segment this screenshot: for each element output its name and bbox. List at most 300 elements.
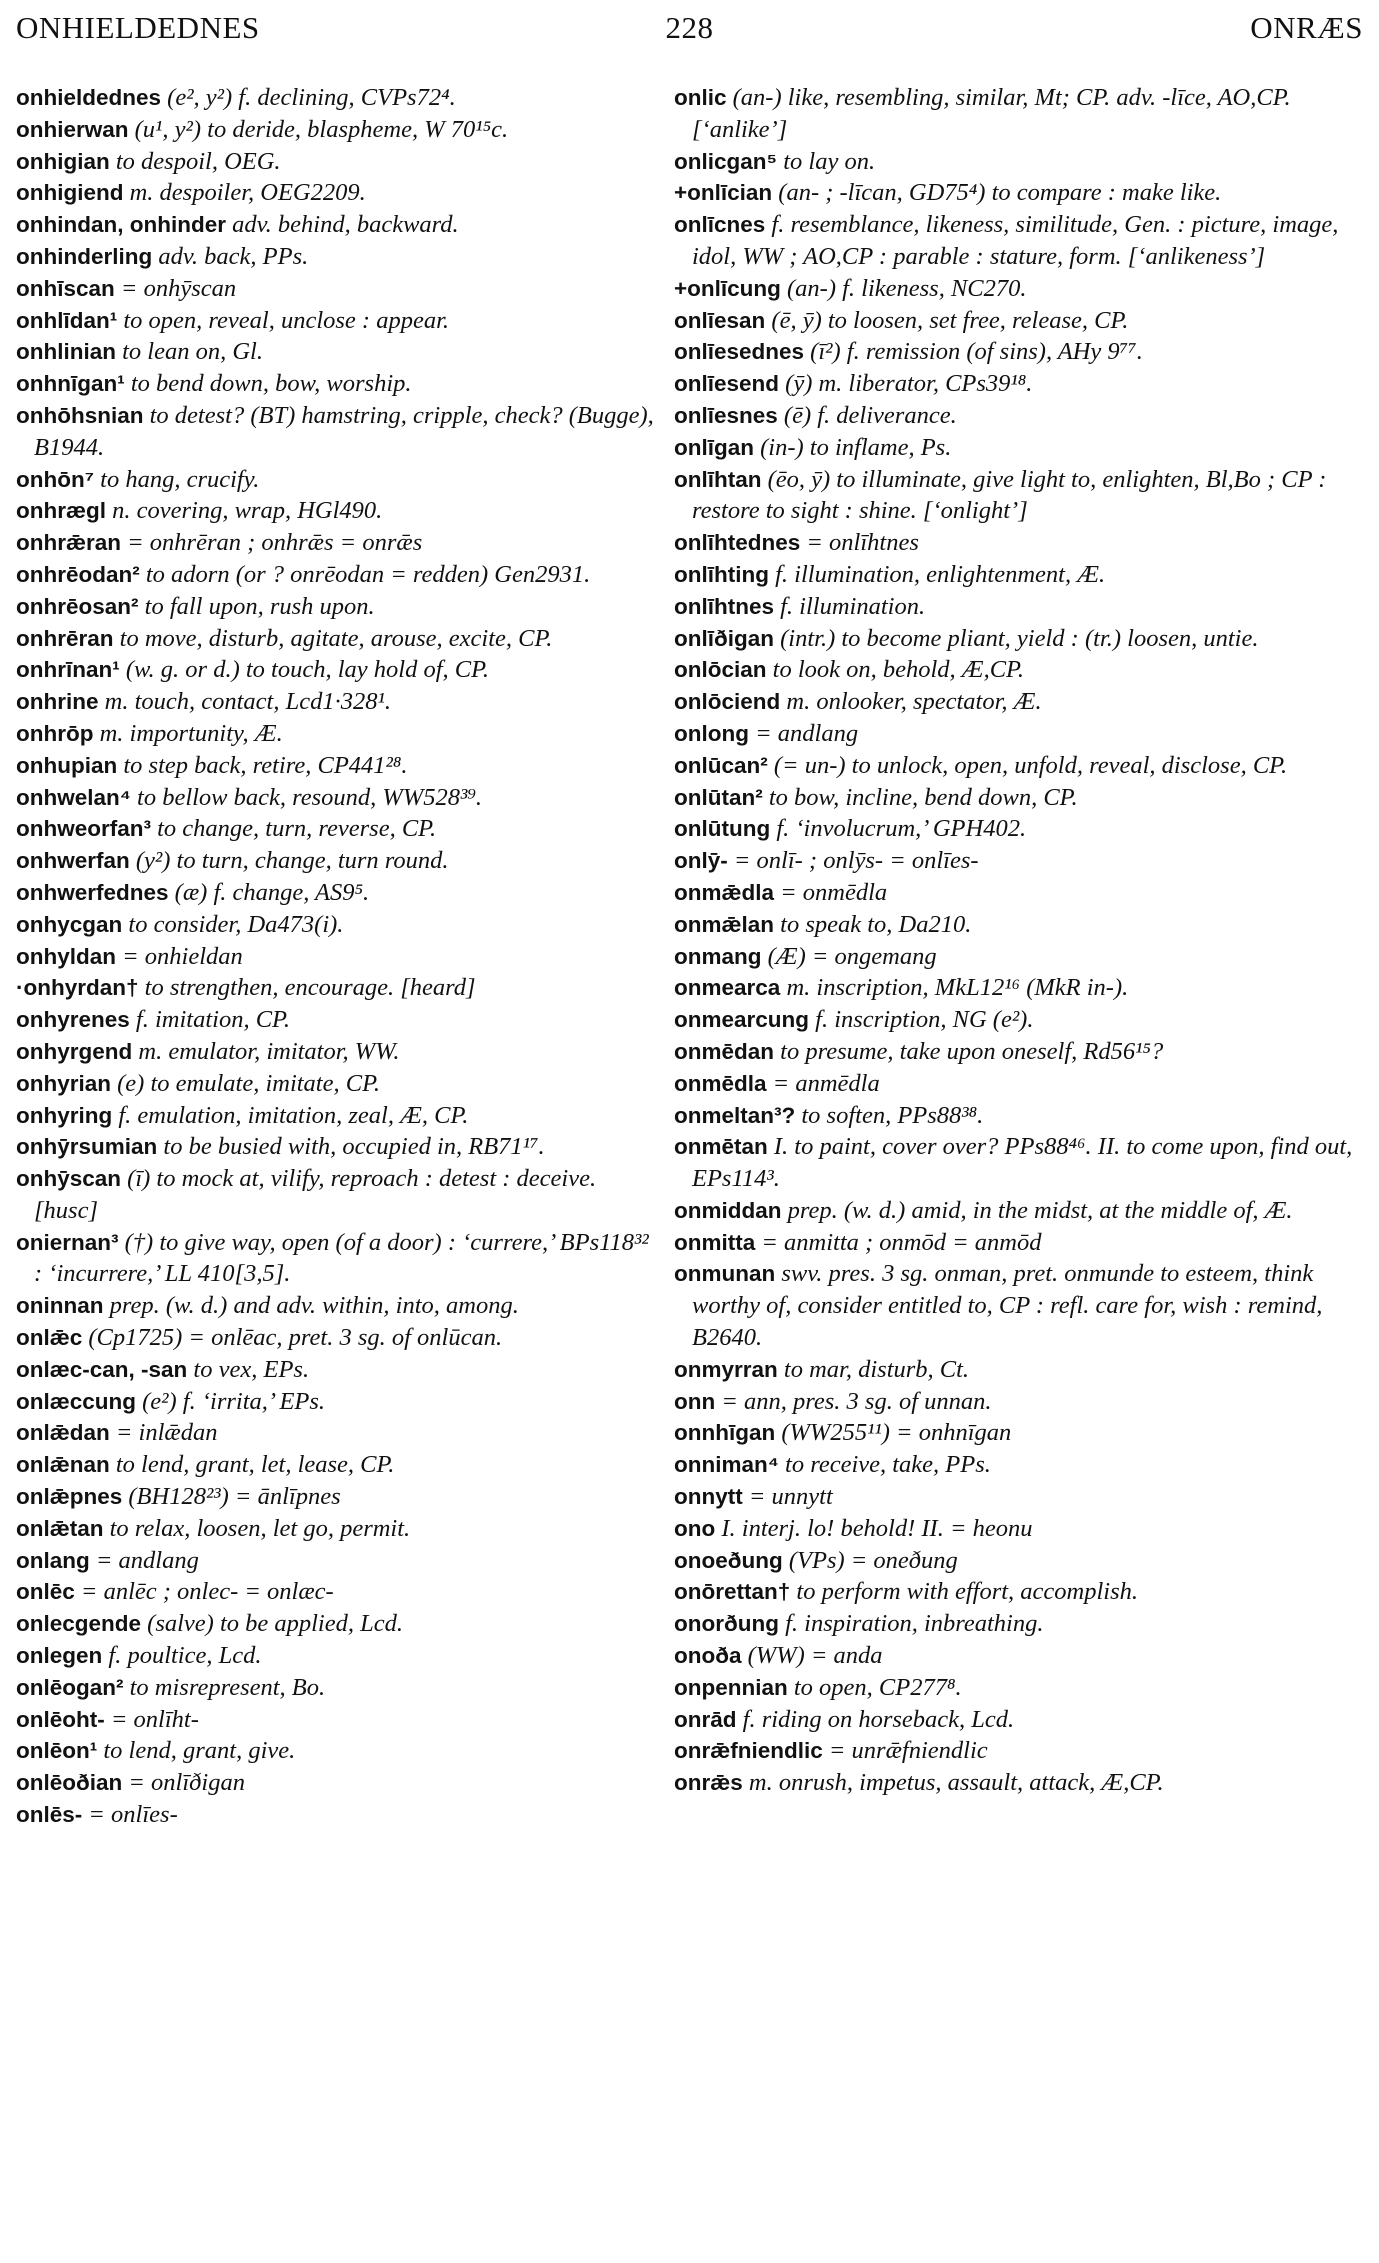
headword: onhrǣran bbox=[16, 530, 122, 556]
entry-definition: (u¹, y²) to deride, blaspheme, W 70¹⁵c. bbox=[128, 115, 509, 143]
dictionary-entry bbox=[674, 1449, 1364, 1481]
headword: onlīesend bbox=[674, 371, 780, 397]
dictionary-entry bbox=[674, 273, 1364, 305]
headword: onrād bbox=[674, 1706, 737, 1732]
dictionary-entry bbox=[16, 1068, 656, 1100]
headword: onlēc bbox=[16, 1579, 75, 1605]
dictionary-entry bbox=[674, 654, 1364, 686]
entry-definition: (VPs) = oneðung bbox=[782, 1546, 958, 1574]
dictionary-entry bbox=[674, 1704, 1364, 1736]
entry-definition: to detest? (BT) hamstring, cripple, check? (Bugge), B1944. bbox=[34, 401, 654, 461]
entry-definition: (y²) to turn, change, turn round. bbox=[129, 847, 449, 875]
dictionary-entry bbox=[674, 1640, 1364, 1672]
dictionary-entry bbox=[674, 909, 1364, 941]
dictionary-entry bbox=[16, 114, 656, 146]
dictionary-entry bbox=[674, 336, 1364, 368]
entry-definition: to lend, grant, let, lease, CP. bbox=[109, 1451, 395, 1479]
dictionary-entry bbox=[16, 241, 656, 273]
entry-definition: = onhrēran ; onhrǣs = onrǣs bbox=[121, 529, 423, 557]
dictionary-entry bbox=[16, 718, 656, 750]
entry-definition: = onhȳscan bbox=[114, 274, 237, 302]
dictionary-entry bbox=[674, 464, 1364, 528]
dictionary-entry bbox=[674, 1735, 1364, 1767]
headword: onlīhtnes bbox=[674, 593, 774, 619]
entry-definition: to bend down, bow, worship. bbox=[124, 370, 412, 398]
dictionary-entry bbox=[16, 273, 656, 305]
headword: onlīhtednes bbox=[674, 530, 801, 556]
headword: onhīscan bbox=[16, 275, 115, 301]
entry-definition: (e², y²) f. declining, CVPs72⁴. bbox=[161, 84, 456, 111]
dictionary-entry bbox=[16, 1640, 656, 1672]
headword: onpennian bbox=[674, 1674, 788, 1700]
entry-definition: to open, CP277⁸. bbox=[787, 1673, 962, 1701]
headword: onhieldednes bbox=[16, 85, 162, 110]
headword: onhigian bbox=[16, 148, 110, 174]
headword: onhlinian bbox=[16, 339, 116, 365]
entry-definition: = anlēc ; onlec- = onlæc- bbox=[74, 1578, 334, 1606]
headword: onhycgan bbox=[16, 911, 123, 937]
entry-definition: = ann, pres. 3 sg. of unnan. bbox=[715, 1387, 992, 1415]
entry-definition: f. inspiration, inbreathing. bbox=[778, 1610, 1044, 1638]
entry-definition: to open, reveal, unclose : appear. bbox=[117, 306, 450, 334]
dictionary-entry bbox=[674, 1131, 1364, 1195]
entry-definition: to look on, behold, Æ,CP. bbox=[766, 656, 1024, 684]
dictionary-entry bbox=[674, 177, 1364, 209]
entry-definition: = andlang bbox=[748, 719, 859, 747]
headword: onlǣdan bbox=[16, 1420, 110, 1446]
headword: onhyldan bbox=[16, 943, 116, 969]
entry-definition: (æ) f. change, AS9⁵. bbox=[168, 878, 370, 906]
dictionary-entry bbox=[16, 877, 656, 909]
dictionary-entry bbox=[674, 718, 1364, 750]
headword: onrǣfniendlic bbox=[674, 1738, 823, 1764]
entry-definition: (WW) = anda bbox=[741, 1642, 883, 1670]
headword: onlōciend bbox=[674, 689, 781, 715]
running-head-left: ONHIELDEDNES bbox=[16, 10, 260, 45]
headword: onlūtan² bbox=[674, 784, 763, 810]
dictionary-entry bbox=[16, 1735, 656, 1767]
headword: onhōhsnian bbox=[16, 402, 144, 428]
dictionary-entry bbox=[674, 1672, 1364, 1704]
dictionary-entry bbox=[16, 1513, 656, 1545]
dictionary-entry bbox=[16, 1608, 656, 1640]
entry-definition: to move, disturb, agitate, arouse, excite, CP. bbox=[113, 624, 553, 652]
entry-definition: (salve) to be applied, Lcd. bbox=[141, 1610, 403, 1638]
dictionary-entry bbox=[674, 845, 1364, 877]
headword: onhierwan bbox=[16, 116, 129, 142]
entry-definition: to despoil, OEG. bbox=[109, 147, 281, 175]
entry-definition: = onlī- ; onlȳs- = onlīes- bbox=[727, 847, 979, 875]
dictionary-entry bbox=[674, 305, 1364, 337]
entry-definition: m. emulator, imitator, WW. bbox=[132, 1037, 400, 1065]
entry-definition: (BH128²³) = ānlīpnes bbox=[122, 1483, 341, 1511]
dictionary-entry bbox=[674, 400, 1364, 432]
headword: onhyring bbox=[16, 1102, 113, 1128]
entry-definition: = anmitta ; onmōd = anmōd bbox=[755, 1228, 1042, 1256]
headword: onorðung bbox=[674, 1611, 779, 1637]
headword: onmyrran bbox=[674, 1356, 778, 1382]
headword: onlōcian bbox=[674, 657, 767, 683]
dictionary-entry bbox=[16, 1481, 656, 1513]
headword: onlīhtan bbox=[674, 466, 762, 492]
running-head-right: ONRÆS bbox=[1250, 10, 1363, 45]
entry-definition: (w. g. or d.) to touch, lay hold of, CP. bbox=[119, 656, 490, 684]
headword: onlegen bbox=[16, 1643, 103, 1669]
entry-definition: prep. (w. d.) and adv. within, into, among. bbox=[103, 1292, 519, 1320]
entry-definition: to fall upon, rush upon. bbox=[138, 592, 375, 620]
headword: onmeltan³? bbox=[674, 1102, 796, 1128]
headword: onhigiend bbox=[16, 180, 124, 206]
entry-definition: f. resemblance, likeness, similitude, Gen. : picture, image, idol, WW ; AO,CP : parable : stature, form. [‘anlikeness’] bbox=[692, 211, 1339, 270]
dictionary-entry bbox=[16, 782, 656, 814]
headword: onoða bbox=[674, 1643, 742, 1669]
entry-definition: to change, turn, reverse, CP. bbox=[151, 815, 437, 843]
headword: onhrēosan² bbox=[16, 593, 139, 619]
dictionary-entry bbox=[674, 432, 1364, 464]
entry-definition: f. poultice, Lcd. bbox=[102, 1642, 262, 1670]
entry-definition: = onlīhtnes bbox=[800, 529, 919, 557]
dictionary-entry bbox=[16, 336, 656, 368]
headword: onmǣdla bbox=[674, 879, 775, 905]
entry-definition: to consider, Da473(i). bbox=[122, 910, 344, 938]
dictionary-entry bbox=[16, 305, 656, 337]
headword: onn bbox=[674, 1388, 716, 1414]
entry-definition: = onlīes- bbox=[82, 1801, 178, 1829]
dictionary-entry bbox=[16, 1449, 656, 1481]
dictionary-entry bbox=[16, 654, 656, 686]
entry-definition: (in-) to inflame, Ps. bbox=[754, 433, 952, 461]
entry-definition: swv. pres. 3 sg. onman, pret. onmunde to esteem, think worthy of, consider entitled to, CP : refl. care for, wish : remind, B2640. bbox=[692, 1260, 1323, 1352]
entry-definition: to lean on, Gl. bbox=[116, 338, 263, 366]
headword: onhōn⁷ bbox=[16, 466, 95, 492]
dictionary-entry bbox=[16, 1417, 656, 1449]
entry-definition: to mar, disturb, Ct. bbox=[777, 1355, 970, 1383]
entry-definition: (e²) f. ‘irrita,’ EPs. bbox=[136, 1387, 326, 1415]
dictionary-entry bbox=[16, 1036, 656, 1068]
headword: onlong bbox=[674, 720, 749, 746]
headword: onhwerfednes bbox=[16, 879, 169, 905]
dictionary-entry bbox=[674, 591, 1364, 623]
headword: onhyrenes bbox=[16, 1007, 130, 1033]
dictionary-entry bbox=[16, 1576, 656, 1608]
headword: onhrōp bbox=[16, 720, 94, 746]
page-number: 228 bbox=[665, 10, 714, 45]
headword: onrǣs bbox=[674, 1770, 743, 1796]
dictionary-entry bbox=[674, 972, 1364, 1004]
headword: onmearca bbox=[674, 975, 781, 1001]
headword: +onlīcung bbox=[674, 275, 781, 301]
headword: onmēdla bbox=[674, 1070, 767, 1096]
entry-definition: = onlīðigan bbox=[122, 1769, 245, 1797]
dictionary-entry bbox=[674, 1354, 1364, 1386]
headword: onlēogan² bbox=[16, 1674, 124, 1700]
headword: onlīðigan bbox=[674, 625, 774, 651]
dictionary-entry bbox=[16, 909, 656, 941]
right-column bbox=[674, 82, 1364, 1799]
headword: onhwelan⁴ bbox=[16, 784, 131, 810]
headword: onhyrian bbox=[16, 1070, 112, 1096]
entry-definition: to bow, incline, bend down, CP. bbox=[762, 783, 1078, 811]
headword: onmunan bbox=[674, 1261, 776, 1287]
headword: onhlīdan¹ bbox=[16, 307, 118, 333]
dictionary-entry bbox=[674, 941, 1364, 973]
dictionary-entry bbox=[674, 1608, 1364, 1640]
entry-definition: I. interj. lo! behold! II. = heonu bbox=[715, 1514, 1033, 1542]
entry-definition: (an-) like, resembling, similar, Mt; CP. adv. -līce, AO,CP. [‘anlike’] bbox=[692, 84, 1291, 143]
entry-definition: to speak to, Da210. bbox=[774, 910, 972, 938]
headword: onōrettan† bbox=[674, 1579, 791, 1605]
dictionary-entry bbox=[674, 1386, 1364, 1418]
entry-definition: (e) to emulate, imitate, CP. bbox=[111, 1069, 381, 1097]
entry-definition: to hang, crucify. bbox=[94, 465, 260, 493]
dictionary-entry bbox=[674, 1195, 1364, 1227]
entry-definition: f. emulation, imitation, zeal, Æ, CP. bbox=[112, 1101, 469, 1129]
entry-definition: f. riding on horseback, Lcd. bbox=[736, 1705, 1015, 1733]
dictionary-entry bbox=[674, 1258, 1364, 1353]
entry-definition: f. inscription, NG (e²). bbox=[809, 1006, 1034, 1034]
headword: onmētan bbox=[674, 1134, 768, 1160]
dictionary-entry bbox=[674, 1100, 1364, 1132]
dictionary-entry bbox=[16, 1322, 656, 1354]
dictionary-entry bbox=[16, 1386, 656, 1418]
dictionary-entry bbox=[674, 209, 1364, 273]
headword: onlǣnan bbox=[16, 1452, 110, 1478]
entry-definition: = anmēdla bbox=[766, 1069, 880, 1097]
entry-definition: (WW255¹¹) = onhnīgan bbox=[775, 1419, 1012, 1447]
headword: onhnīgan¹ bbox=[16, 371, 125, 397]
headword: onlang bbox=[16, 1547, 90, 1573]
headword: onlic bbox=[674, 85, 727, 110]
entry-definition: to perform with effort, accomplish. bbox=[790, 1578, 1139, 1606]
headword: onlēoht- bbox=[16, 1706, 105, 1732]
dictionary-entry bbox=[16, 813, 656, 845]
entry-definition: to misrepresent, Bo. bbox=[123, 1673, 326, 1701]
dictionary-entry bbox=[674, 1576, 1364, 1608]
entry-definition: (ī) to mock at, vilify, reproach : detest : deceive. [husc] bbox=[34, 1165, 597, 1224]
headword: onmēdan bbox=[674, 1038, 775, 1064]
dictionary-entry bbox=[16, 972, 656, 1004]
headword: onlūcan² bbox=[674, 752, 768, 778]
headword: onnhīgan bbox=[674, 1420, 776, 1446]
entry-definition: (ȳ) m. liberator, CPs39¹⁸. bbox=[779, 370, 1033, 398]
dictionary-entry bbox=[16, 559, 656, 591]
dictionary-entry bbox=[16, 1163, 656, 1227]
entry-definition: to lay on. bbox=[777, 147, 876, 175]
headword: onhyrgend bbox=[16, 1038, 133, 1064]
entry-definition: adv. back, PPs. bbox=[152, 242, 309, 270]
page-header bbox=[16, 10, 1363, 50]
headword: onlicgan⁵ bbox=[674, 148, 778, 174]
entry-definition: (= un-) to unlock, open, unfold, reveal, disclose, CP. bbox=[767, 751, 1288, 779]
headword: onhinderling bbox=[16, 243, 153, 269]
headword: onhrine bbox=[16, 689, 99, 715]
dictionary-entry bbox=[16, 1545, 656, 1577]
headword: onmiddan bbox=[674, 1197, 782, 1223]
headword: onniman⁴ bbox=[674, 1452, 779, 1478]
entry-definition: (an- ; -līcan, GD75⁴) to compare : make like. bbox=[772, 179, 1222, 207]
dictionary-entry bbox=[674, 82, 1364, 146]
headword: onhrēodan² bbox=[16, 561, 140, 587]
headword: onmǣlan bbox=[674, 911, 775, 937]
headword: onhindan, onhinder bbox=[16, 212, 226, 238]
dictionary-entry bbox=[674, 623, 1364, 655]
entry-definition: to lend, grant, give. bbox=[97, 1737, 296, 1765]
dictionary-entry bbox=[16, 1290, 656, 1322]
entry-definition: f. imitation, CP. bbox=[129, 1006, 290, 1034]
entry-definition: adv. behind, backward. bbox=[225, 211, 459, 239]
entry-definition: m. touch, contact, Lcd1·328¹. bbox=[98, 688, 391, 716]
headword: onhrēran bbox=[16, 625, 114, 651]
headword: ·onhyrdan† bbox=[16, 975, 139, 1001]
entry-definition: to soften, PPs88³⁸. bbox=[795, 1101, 984, 1129]
entry-definition: to be busied with, occupied in, RB71¹⁷. bbox=[157, 1133, 545, 1161]
headword: onmitta bbox=[674, 1229, 756, 1255]
headword: onhrægl bbox=[16, 498, 106, 524]
entry-definition: to step back, retire, CP441²⁸. bbox=[117, 751, 408, 779]
headword: onlæccung bbox=[16, 1388, 137, 1414]
headword: onoeðung bbox=[674, 1547, 783, 1573]
entry-definition: = inlǣdan bbox=[109, 1419, 218, 1447]
entry-definition: (Cp1725) = onlēac, pret. 3 sg. of onlūcan. bbox=[82, 1324, 503, 1352]
dictionary-entry bbox=[16, 464, 656, 496]
headword: +onlīcian bbox=[674, 180, 773, 206]
dictionary-entry bbox=[16, 623, 656, 655]
headword: onhweorfan³ bbox=[16, 816, 151, 842]
dictionary-entry bbox=[16, 1704, 656, 1736]
headword: onlīesnes bbox=[674, 402, 778, 428]
dictionary-entry bbox=[674, 813, 1364, 845]
headword: onlīgan bbox=[674, 434, 754, 460]
dictionary-entry bbox=[16, 82, 656, 114]
headword: onlǣtan bbox=[16, 1515, 104, 1541]
dictionary-entry bbox=[16, 591, 656, 623]
entry-definition: f. ‘involucrum,’ GPH402. bbox=[770, 815, 1027, 843]
dictionary-entry bbox=[674, 782, 1364, 814]
entry-definition: to strengthen, encourage. [heard] bbox=[138, 974, 476, 1002]
dictionary-entry bbox=[16, 400, 656, 464]
dictionary-entry bbox=[16, 527, 656, 559]
headword: onlīhting bbox=[674, 561, 769, 587]
entry-definition: f. illumination, enlightenment, Æ. bbox=[768, 560, 1106, 588]
dictionary-entry bbox=[16, 941, 656, 973]
entry-definition: (ē, ȳ) to loosen, set free, release, CP. bbox=[765, 306, 1129, 334]
entry-definition: m. importunity, Æ. bbox=[93, 719, 283, 747]
headword: onlecgende bbox=[16, 1611, 142, 1637]
headword: onhrīnan¹ bbox=[16, 657, 120, 683]
entry-definition: = onmēdla bbox=[774, 878, 888, 906]
entry-definition: = unrǣfniendlic bbox=[822, 1737, 988, 1765]
dictionary-entry bbox=[16, 146, 656, 178]
headword: onhȳrsumian bbox=[16, 1134, 158, 1160]
dictionary-entry bbox=[16, 495, 656, 527]
entry-definition: to adorn (or ? onrēodan = redden) Gen2931. bbox=[139, 560, 591, 588]
dictionary-entry bbox=[16, 1767, 656, 1799]
dictionary-entry bbox=[674, 1481, 1364, 1513]
entry-definition: to vex, EPs. bbox=[187, 1355, 310, 1383]
headword: onhȳscan bbox=[16, 1166, 122, 1192]
entry-definition: n. covering, wrap, HGl490. bbox=[106, 497, 383, 525]
entry-definition: f. illumination. bbox=[774, 592, 926, 620]
entry-definition: = onhieldan bbox=[116, 942, 243, 970]
entry-definition: (ēo, ȳ) to illuminate, give light to, enlighten, Bl,Bo ; CP : restore to sight : shine. [‘onlight’] bbox=[692, 465, 1327, 525]
headword: onlīcnes bbox=[674, 212, 766, 238]
dictionary-entry bbox=[16, 750, 656, 782]
dictionary-entry bbox=[674, 559, 1364, 591]
dictionary-entry bbox=[16, 1672, 656, 1704]
entry-definition: (intr.) to become pliant, yield : (tr.) loosen, untie. bbox=[774, 624, 1259, 652]
dictionary-entry bbox=[16, 1100, 656, 1132]
dictionary-entry bbox=[16, 845, 656, 877]
entry-definition: to receive, take, PPs. bbox=[778, 1451, 991, 1479]
entry-definition: prep. (w. d.) amid, in the midst, at the middle of, Æ. bbox=[781, 1196, 1293, 1224]
dictionary-entry bbox=[16, 1354, 656, 1386]
dictionary-entry bbox=[16, 209, 656, 241]
headword: oninnan bbox=[16, 1293, 104, 1319]
entry-definition: (ī²) f. remission (of sins), AHy 9⁷⁷. bbox=[804, 338, 1143, 366]
entry-definition: to bellow back, resound, WW528³⁹. bbox=[130, 783, 482, 811]
dictionary-entry bbox=[674, 1545, 1364, 1577]
entry-definition: to relax, loosen, let go, permit. bbox=[103, 1514, 411, 1542]
headword: onlēon¹ bbox=[16, 1738, 98, 1764]
entry-definition: = andlang bbox=[89, 1546, 199, 1574]
entry-definition: (an-) f. likeness, NC270. bbox=[780, 274, 1027, 302]
headword: ono bbox=[674, 1515, 716, 1541]
dictionary-entry bbox=[16, 1131, 656, 1163]
headword: onlǣc bbox=[16, 1325, 83, 1351]
dictionary-entry bbox=[674, 877, 1364, 909]
dictionary-entry bbox=[674, 1068, 1364, 1100]
dictionary-entry bbox=[674, 368, 1364, 400]
entry-definition: (ē) f. deliverance. bbox=[777, 401, 957, 429]
dictionary-entry bbox=[16, 1004, 656, 1036]
dictionary-entry bbox=[674, 527, 1364, 559]
headword: onlȳ- bbox=[674, 848, 728, 874]
left-column bbox=[16, 82, 656, 1831]
dictionary-entry bbox=[674, 1417, 1364, 1449]
entry-definition: (†) to give way, open (of a door) : ‘currere,’ BPs118³² : ‘incurrere,’ LL 410[3,5]. bbox=[34, 1228, 649, 1288]
dictionary-entry bbox=[16, 177, 656, 209]
headword: oniernan³ bbox=[16, 1229, 119, 1255]
entry-definition: m. onlooker, spectator, Æ. bbox=[780, 688, 1042, 716]
dictionary-entry bbox=[674, 1513, 1364, 1545]
headword: onlǣpnes bbox=[16, 1484, 123, 1510]
entry-definition: m. onrush, impetus, assault, attack, Æ,CP. bbox=[742, 1769, 1164, 1797]
dictionary-entry bbox=[16, 368, 656, 400]
entry-definition: m. inscription, MkL12¹⁶ (MkR in-). bbox=[780, 974, 1129, 1002]
entry-definition: I. to paint, cover over? PPs88⁴⁶. II. to come upon, find out, EPs114³. bbox=[692, 1133, 1353, 1193]
dictionary-entry bbox=[674, 1004, 1364, 1036]
headword: onnytt bbox=[674, 1484, 743, 1510]
dictionary-entry bbox=[674, 1036, 1364, 1068]
entry-definition: (Æ) = ongemang bbox=[761, 942, 937, 970]
dictionary-entry bbox=[16, 686, 656, 718]
headword: onlīesan bbox=[674, 307, 766, 333]
entry-definition: = unnytt bbox=[742, 1483, 833, 1511]
headword: onmang bbox=[674, 943, 762, 969]
headword: onlūtung bbox=[674, 816, 771, 842]
dictionary-entry bbox=[16, 1799, 656, 1831]
headword: onlæc-can, -san bbox=[16, 1356, 188, 1382]
dictionary-entry bbox=[16, 1227, 656, 1291]
entry-definition: = onlīht- bbox=[104, 1705, 199, 1733]
dictionary-entry bbox=[674, 750, 1364, 782]
entry-definition: m. despoiler, OEG2209. bbox=[123, 179, 366, 207]
headword: onlēs- bbox=[16, 1802, 83, 1828]
headword: onmearcung bbox=[674, 1007, 810, 1033]
dictionary-entry bbox=[674, 686, 1364, 718]
dictionary-entry bbox=[674, 1227, 1364, 1259]
headword: onlīesednes bbox=[674, 339, 805, 365]
